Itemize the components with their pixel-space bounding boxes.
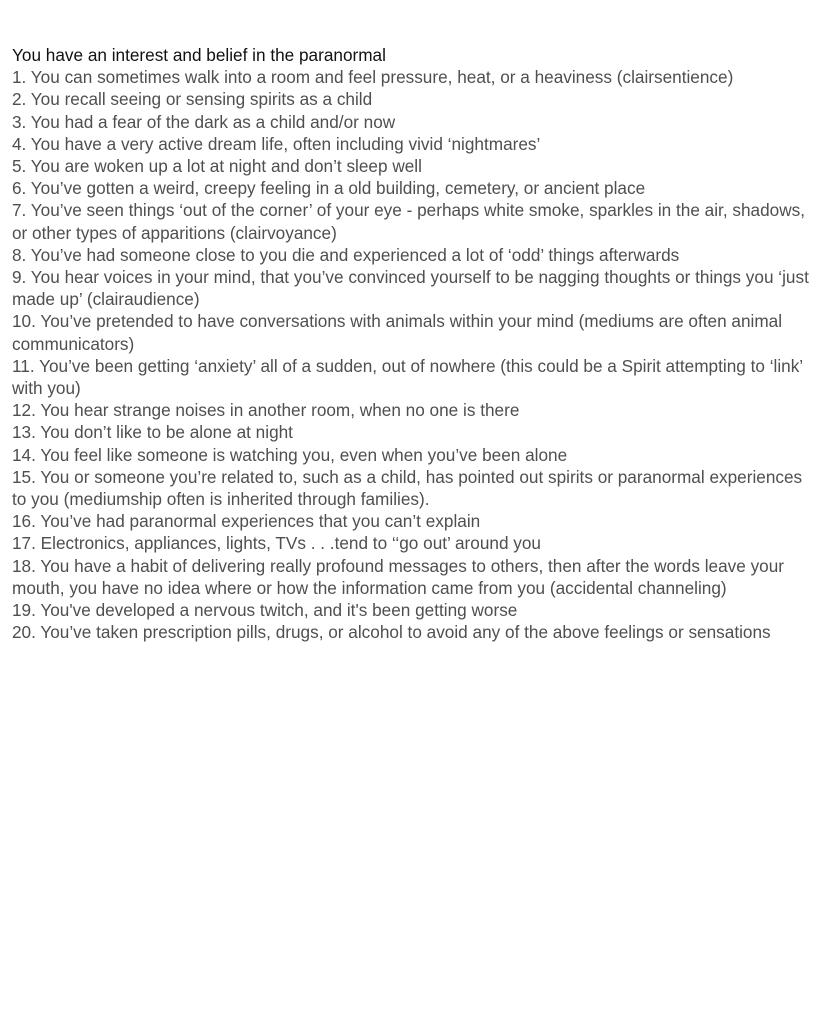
list-item: 10. You’ve pretended to have conversations with animals within your mind (mediums are often animal communicators) (12, 311, 783, 354)
document-body (12, 44, 812, 643)
list-item: 2. You recall seeing or sensing spirits as a child (12, 89, 373, 110)
list-item: 11. You’ve been getting ‘anxiety’ all of a sudden, out of nowhere (this could be a Spirit attempting to ‘link’ with you) (12, 355, 803, 399)
list-item: 8. You’ve had someone close to you die and experienced a lot of ‘odd’ things afterwards (12, 244, 680, 265)
list-item: 3. You had a fear of the dark as a child and/or now (12, 111, 396, 132)
list-item: 18. You have a habit of delivering really profound messages to others, then after the words leave your mouth, you have no idea where or how the information came from you (accidental channeling) (12, 555, 785, 598)
list-item: 17. Electronics, appliances, lights, TVs . . .tend to ‘‘go out’ around you (12, 533, 541, 554)
sign-list (12, 66, 812, 643)
list-item: 19. You've developed a nervous twitch, and it's been getting worse (12, 600, 518, 621)
list-item: 1. You can sometimes walk into a room and feel pressure, heat, or a heaviness (clairsentience) (12, 67, 734, 88)
list-item: 13. You don’t like to be alone at night (12, 422, 293, 443)
list-item: 12. You hear strange noises in another room, when no one is there (12, 400, 520, 421)
list-item: 9. You hear voices in your mind, that you’ve convinced yourself to be nagging thoughts or things you ‘just made up’ (clairaudience) (12, 267, 809, 310)
list-item: 5. You are woken up a lot at night and don’t sleep well (12, 156, 422, 177)
list-item: 16. You’ve had paranormal experiences that you can’t explain (12, 511, 481, 532)
list-item: 20. You’ve taken prescription pills, drugs, or alcohol to avoid any of the above feelings or sensations (12, 622, 771, 643)
list-item: 15. You or someone you’re related to, such as a child, has pointed out spirits or paranormal experiences to you (mediumship often is inherited through families). (12, 466, 803, 510)
list-item: 7. You’ve seen things ‘out of the corner’ of your eye - perhaps white smoke, sparkles in the air, shadows, or other types of apparitions (clairvoyance) (12, 200, 805, 243)
list-item: 6. You’ve gotten a weird, creepy feeling in a old building, cemetery, or ancient place (12, 178, 646, 199)
document-heading: You have an interest and belief in the paranormal (12, 45, 386, 65)
list-item: 14. You feel like someone is watching you, even when you’ve been alone (12, 444, 568, 465)
list-item: 4. You have a very active dream life, often including vivid ‘nightmares’ (12, 133, 541, 154)
